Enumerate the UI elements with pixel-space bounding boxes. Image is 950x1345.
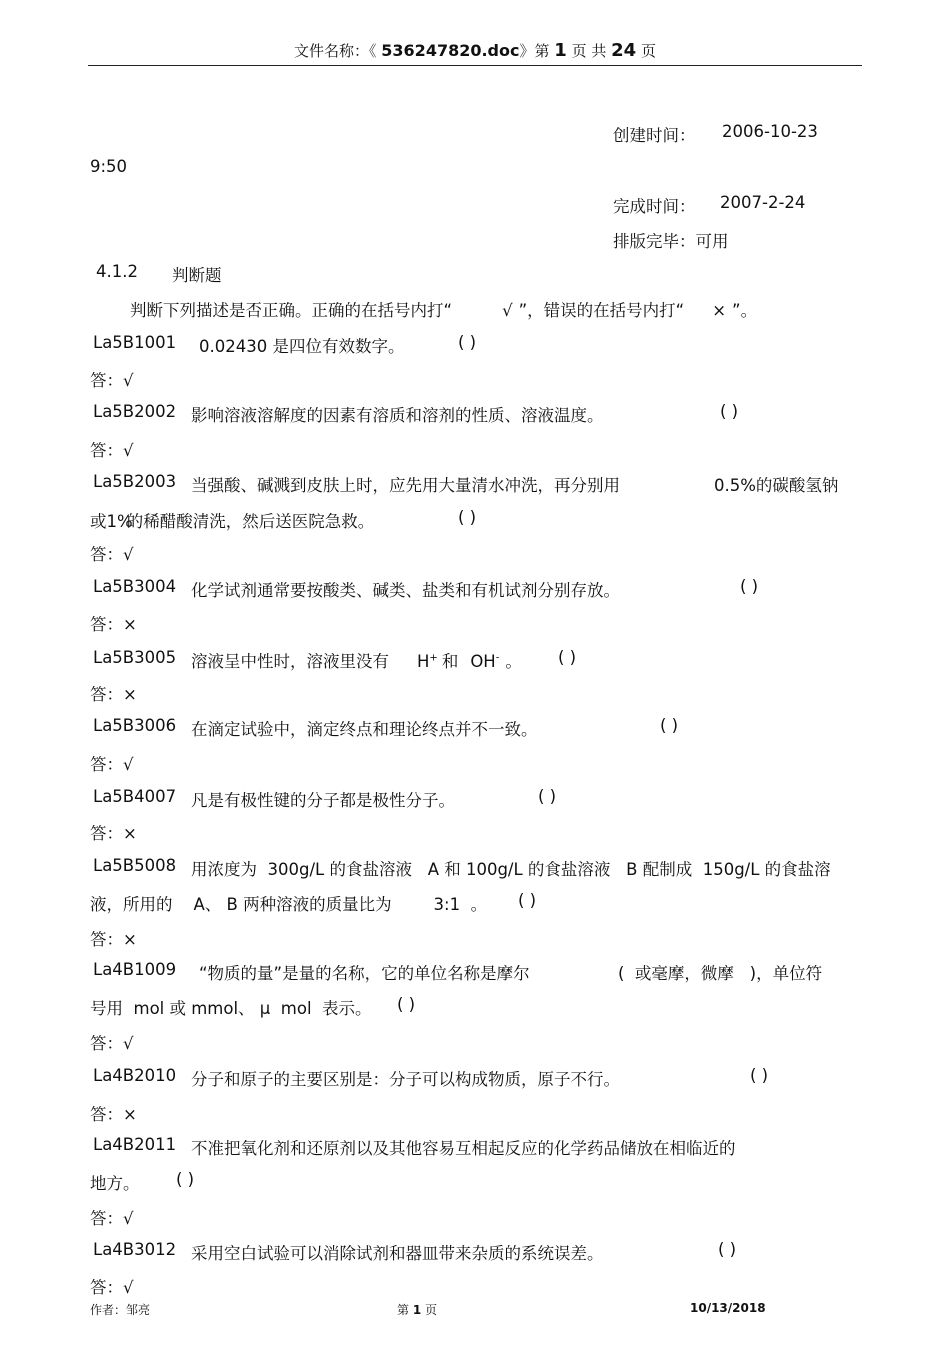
answer-parentheses: ( )	[518, 891, 537, 910]
completed-date: 2007-2-24	[720, 193, 806, 212]
hydroxide-ion: OH	[470, 652, 496, 671]
document-header	[0, 40, 950, 61]
question-continuation	[90, 508, 374, 532]
completed-label: 完成时间：	[613, 197, 696, 216]
question-text	[191, 648, 522, 672]
question-id: La4B3012	[93, 1240, 177, 1259]
footer-page	[397, 1301, 437, 1318]
header-label: 文件名称：《	[293, 42, 377, 60]
created-time: 9:50	[90, 157, 128, 176]
hydrogen-ion: H	[417, 652, 430, 671]
answer-parentheses: ( )	[660, 716, 679, 735]
answer: 答：√	[90, 545, 134, 564]
question-continuation: 液，所用的 A、 B 两种溶液的质量比为 3:1 。	[90, 895, 488, 914]
question-id: La5B4007	[93, 787, 177, 806]
answer: 答：√	[90, 1209, 134, 1228]
header-mid: 页 共	[571, 42, 607, 60]
header-end: 页	[641, 42, 657, 60]
cross-symbol: ×	[712, 301, 727, 320]
question-text-end: 。	[505, 652, 522, 671]
question-text: 不准把氧化剂和还原剂以及其他容易互相起反应的化学药品储放在相临近的	[191, 1139, 736, 1158]
question-text-right: ( 或毫摩，微摩 )，单位符	[618, 964, 823, 983]
question-id: La5B1001	[93, 333, 177, 352]
question-id: La5B3004	[93, 577, 177, 596]
footer-author: 作者：邹亮	[90, 1303, 151, 1317]
answer: 答：×	[90, 824, 137, 843]
question-text: 影响溶液溶解度的因素有溶质和溶剂的性质、溶液温度。	[191, 406, 604, 425]
answer: 答：√	[90, 371, 134, 390]
question-text: “物质的量”是量的名称，它的单位名称是摩尔	[199, 964, 530, 983]
footer-date	[690, 1301, 766, 1315]
answer: 答：√	[90, 755, 134, 774]
question-text: 分子和原子的主要区别是：分子可以构成物质，原子不行。	[191, 1070, 620, 1089]
header-page-number: 1	[554, 40, 567, 61]
question-text: 在滴定试验中，滴定终点和理论终点并不一致。	[191, 720, 538, 739]
answer: 答：×	[90, 930, 137, 949]
answer-parentheses: ( )	[718, 1240, 737, 1259]
question-id: La5B2003	[93, 472, 177, 491]
question-id: La5B5008	[93, 856, 177, 875]
header-filename: 536247820.doc	[381, 41, 520, 60]
instruction-part-2: ”，错误的在括号内打“	[518, 301, 685, 320]
answer-parentheses: ( )	[740, 577, 759, 596]
section-title: 判断题	[172, 266, 222, 285]
instruction-text	[130, 297, 757, 321]
question-id: La5B3005	[93, 648, 177, 667]
created-label: 创建时间：	[613, 126, 696, 145]
question-id: La4B2010	[93, 1066, 177, 1085]
question-continuation: 地方。	[90, 1174, 140, 1193]
question-text: 0.02430 是四位有效数字。	[199, 337, 405, 356]
header-total-pages: 24	[611, 40, 637, 61]
answer-parentheses: ( )	[176, 1170, 195, 1189]
layout-status: 排版完毕：可用	[613, 232, 729, 251]
instruction-part-3: ”。	[732, 301, 758, 320]
footer-page-suffix: 页	[425, 1303, 438, 1317]
created-date: 2006-10-23	[722, 122, 818, 141]
section-number: 4.1.2	[96, 262, 138, 281]
question-text: 化学试剂通常要按酸类、碱类、盐类和有机试剂分别存放。	[191, 581, 620, 600]
charge-plus: +	[429, 652, 438, 664]
answer-parentheses: ( )	[750, 1066, 769, 1085]
header-close: 》第	[519, 42, 550, 60]
instruction-part-1: 判断下列描述是否正确。正确的在括号内打“	[130, 301, 453, 320]
continuation-text: 的稀醋酸清洗，然后送医院急救。	[126, 512, 375, 531]
charge-minus: -	[495, 652, 500, 664]
answer-parentheses: ( )	[458, 333, 477, 352]
question-text: 采用空白试验可以消除试剂和器皿带来杂质的系统误差。	[191, 1244, 604, 1263]
question-id: La5B3006	[93, 716, 177, 735]
answer-parentheses: ( )	[720, 402, 739, 421]
footer-page-prefix: 第	[397, 1303, 410, 1317]
question-id: La5B2002	[93, 402, 177, 421]
answer: 答：×	[90, 685, 137, 704]
answer-parentheses: ( )	[458, 508, 477, 527]
continuation-prefix: 或1%	[90, 512, 133, 531]
question-text: 当强酸、碱溅到皮肤上时，应先用大量清水冲洗，再分别用	[191, 476, 620, 495]
answer: 答：√	[90, 441, 134, 460]
question-text-and: 和	[441, 652, 459, 671]
question-text-right: 0.5%的碳酸氢钠	[714, 476, 839, 495]
answer: 答：×	[90, 1105, 137, 1124]
question-id: La4B1009	[93, 960, 177, 979]
question-continuation: 号用 mol 或 mmol、 μ mol 表示。	[90, 999, 372, 1018]
answer: 答：×	[90, 615, 137, 634]
answer-parentheses: ( )	[397, 995, 416, 1014]
answer-parentheses: ( )	[558, 648, 577, 667]
question-text: 用浓度为 300g/L 的食盐溶液 A 和 100g/L 的食盐溶液 B 配制成 150g/L 的食盐溶	[191, 860, 831, 879]
question-text-part: 溶液呈中性时，溶液里没有	[191, 652, 389, 671]
answer: 答：√	[90, 1278, 134, 1297]
answer: 答：√	[90, 1034, 134, 1053]
check-symbol: √	[502, 301, 513, 320]
footer-page-number: 1	[412, 1303, 422, 1317]
header-rule	[88, 65, 862, 66]
footer-date-value: 10/13/2018	[690, 1301, 766, 1315]
answer-parentheses: ( )	[538, 787, 557, 806]
question-id: La4B2011	[93, 1135, 177, 1154]
question-text: 凡是有极性键的分子都是极性分子。	[191, 791, 455, 810]
